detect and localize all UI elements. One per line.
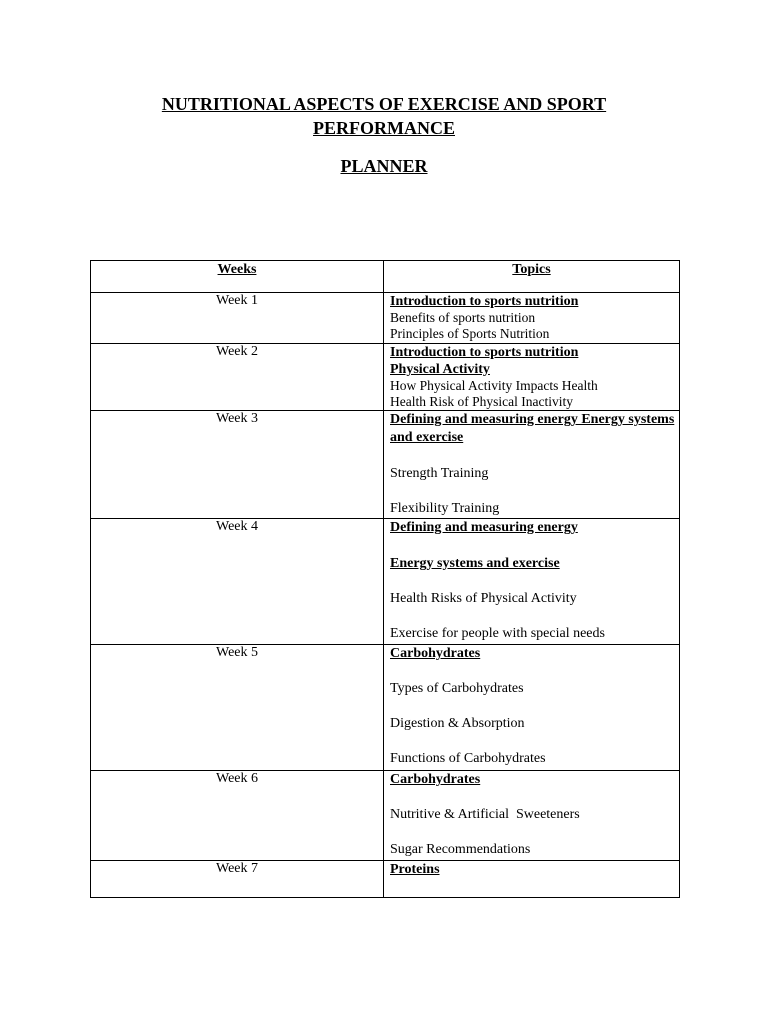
weeks-column-header: Weeks [91, 261, 384, 293]
week-cell: Week 6 [91, 771, 384, 861]
table-row [91, 519, 680, 645]
table-header-row [91, 261, 680, 293]
topic-item: Benefits of sports nutrition [390, 310, 536, 325]
topic-item: Functions of Carbohydrates [390, 751, 546, 766]
table-row [91, 411, 680, 519]
table-row [91, 293, 680, 344]
topic-heading: Defining and measuring energy [390, 520, 578, 535]
week-cell: Week 3 [91, 411, 384, 519]
week-cell: Week 4 [91, 519, 384, 645]
topics-column-header: Topics [384, 261, 680, 293]
document-title-line-2: PERFORMANCE [313, 118, 455, 138]
planner-table [90, 260, 680, 898]
topics-cell [384, 861, 680, 898]
topic-item: Exercise for people with special needs [390, 626, 605, 641]
table-row [91, 645, 680, 771]
topics-cell [384, 519, 680, 645]
topic-heading: Defining and measuring energy Energy systems and exercise [390, 412, 675, 445]
topic-heading: Carbohydrates [390, 646, 481, 661]
topics-cell [384, 293, 680, 344]
week-cell: Week 1 [91, 293, 384, 344]
topic-heading: Introduction to sports nutrition [390, 345, 579, 360]
document-title-line-1: NUTRITIONAL ASPECTS OF EXERCISE AND SPORT [161, 94, 607, 114]
week-cell: Week 2 [91, 344, 384, 411]
topic-item: Principles of Sports Nutrition [390, 326, 550, 341]
topic-heading: Carbohydrates [390, 772, 481, 787]
topics-cell [384, 344, 680, 411]
topic-item: How Physical Activity Impacts Health [390, 378, 598, 393]
table-row [91, 344, 680, 411]
topic-item: Strength Training [390, 466, 489, 481]
topic-item: Sugar Recommendations [390, 842, 531, 857]
topic-heading: Physical Activity [390, 362, 490, 377]
topic-heading: Energy systems and exercise [390, 556, 560, 571]
topics-cell [384, 411, 680, 519]
topic-item: Health Risks of Physical Activity [390, 591, 577, 606]
topic-item: Health Risk of Physical Inactivity [390, 394, 573, 409]
topic-item: Digestion & Absorption [390, 716, 525, 731]
topics-cell [384, 645, 680, 771]
table-row [91, 861, 680, 898]
topic-item: Types of Carbohydrates [390, 681, 524, 696]
topic-heading: Proteins [390, 862, 440, 877]
topic-heading: Introduction to sports nutrition [390, 294, 579, 309]
week-cell: Week 5 [91, 645, 384, 771]
document-subtitle: PLANNER [340, 156, 428, 176]
topic-item: Nutritive & Artificial Sweeteners [390, 807, 580, 822]
topics-cell [384, 771, 680, 861]
week-cell: Week 7 [91, 861, 384, 898]
topic-item: Flexibility Training [390, 501, 500, 516]
table-row [91, 771, 680, 861]
